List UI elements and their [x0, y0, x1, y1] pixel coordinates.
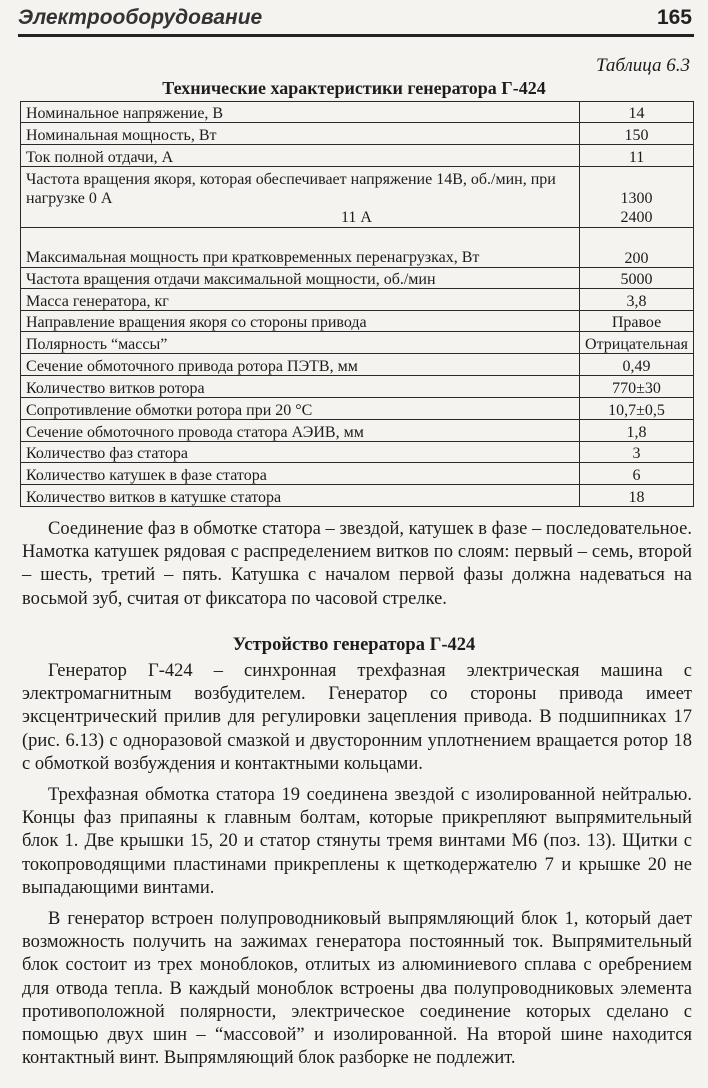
value-cell: 18 [580, 485, 694, 507]
value-cell: 3,8 [580, 289, 694, 311]
param-text: Частота вращения якоря, которая обеспечивает напряжение 14В, об./мин, при нагрузке 0 А [26, 171, 556, 207]
value-cell [580, 167, 694, 228]
table-row [21, 145, 694, 167]
value-cell: 1,8 [580, 420, 694, 442]
table-row [21, 167, 694, 228]
param-cell: Количество витков ротора [21, 376, 580, 398]
value-cell: 150 [580, 123, 694, 145]
param-cell: Количество катушек в фазе статора [21, 463, 580, 485]
paragraph: В генератор встроен полупроводниковый выпрямляющий блок 1, который дает возможность получить на зажимах генератора постоянный ток. Выпрямительный блок состоит из трех моноблоков, отлитых из алюминиевого сплава с оребрением для отвода тепла. В каждый моноблок встроены два полупроводниковых элемента противоположной полярности, электрическое соединение которых сделано с помощью двух шин – “массовой” и изолированной. На второй шине находится контактный винт. Выпрямляющий блок разборке не подлежит. [22, 909, 692, 1069]
value-cell: Отрицательная [580, 332, 694, 354]
spec-table [20, 101, 694, 507]
param-cell: Полярность “массы” [21, 332, 580, 354]
table-row [21, 311, 694, 332]
table-row [21, 332, 694, 354]
param-cell: Номинальное напряжение, В [21, 102, 580, 123]
param-cell: Ток полной отдачи, А [21, 145, 580, 167]
value-cell: 5000 [580, 268, 694, 289]
section-heading: Устройство генератора Г-424 [232, 635, 476, 655]
table-title: Технические характеристики генератора Г-424 [162, 78, 546, 98]
table-row [21, 268, 694, 289]
table-row [21, 442, 694, 463]
value-cell: 0,49 [580, 354, 694, 376]
value-cell: 3 [580, 442, 694, 463]
value-cell: Правое [580, 311, 694, 332]
param-subtext: 11 А [341, 209, 372, 226]
param-cell: Направление вращения якоря со стороны привода [21, 311, 580, 332]
paragraph: Генератор Г-424 – синхронная трехфазная электрическая машина с электромагнитным возбудителем. Генератор со стороны привода имеет эксцентрический прилив для регулировки зацепления привода. В подшипниках 17 (рис. 6.13) с одноразовой смазкой и двусторонним уплотнением вращается ротор 18 с обмоткой возбуждения и контактными кольцами. [22, 661, 692, 774]
table-row [21, 485, 694, 507]
param-cell: Номинальная мощность, Вт [21, 123, 580, 145]
table-row [21, 463, 694, 485]
table-label: Таблица 6.3 [596, 55, 690, 76]
table-row [21, 354, 694, 376]
param-cell: Масса генератора, кг [21, 289, 580, 311]
paragraph: Трехфазная обмотка статора 19 соединена звездой с изолированной нейтралью. Концы фаз припаяны к главным болтам, которые прикрепляют выпрямительный блок 1. Две крышки 15, 20 и статор стянуты тремя винтами М6 (поз. 13). Щитки с токопроводящими пластинами прикреплены к щеткодержателю 7 и крышке 20 не выпадающими винтами. [22, 785, 692, 898]
param-cell: Максимальная мощность при кратковременных перенагрузках, Вт [21, 228, 580, 268]
post-table-text [22, 518, 692, 611]
value-cell: 11 [580, 145, 694, 167]
table-row [21, 420, 694, 442]
value-subtext: 2400 [620, 209, 653, 226]
table-row [21, 289, 694, 311]
param-cell: Количество витков в катушке статора [21, 485, 580, 507]
page-number: 165 [656, 6, 692, 29]
value-cell: 10,7±0,5 [580, 398, 694, 420]
paragraph: Соединение фаз в обмотке статора – звездой, катушек в фазе – последовательное. Намотка катушек рядовая с распределением витков по слоям: первый – семь, второй – шесть, третий – пять. Катушка с началом первой фазы должна надеваться на восьмой зуб, считая от фиксатора по часовой стрелке. [22, 519, 692, 609]
value-cell: 200 [580, 228, 694, 268]
value-text: 1300 [620, 190, 653, 207]
table-row [21, 228, 694, 268]
table-row [21, 376, 694, 398]
param-cell: Количество фаз статора [21, 442, 580, 463]
running-title: Электрооборудование [18, 6, 263, 29]
value-cell: 770±30 [580, 376, 694, 398]
param-cell: Сечение обмоточного привода ротора ПЭТВ, мм [21, 354, 580, 376]
table-row [21, 123, 694, 145]
param-cell: Частота вращения отдачи максимальной мощности, об./мин [21, 268, 580, 289]
param-cell: Сопротивление обмотки ротора при 20 °С [21, 398, 580, 420]
param-cell [21, 167, 580, 228]
table-row [21, 398, 694, 420]
value-cell: 14 [580, 102, 694, 123]
param-cell: Сечение обмоточного провода статора АЭИВ, мм [21, 420, 580, 442]
section-body [22, 660, 692, 1070]
value-cell: 6 [580, 463, 694, 485]
table-row [21, 102, 694, 123]
page-header [18, 4, 694, 37]
